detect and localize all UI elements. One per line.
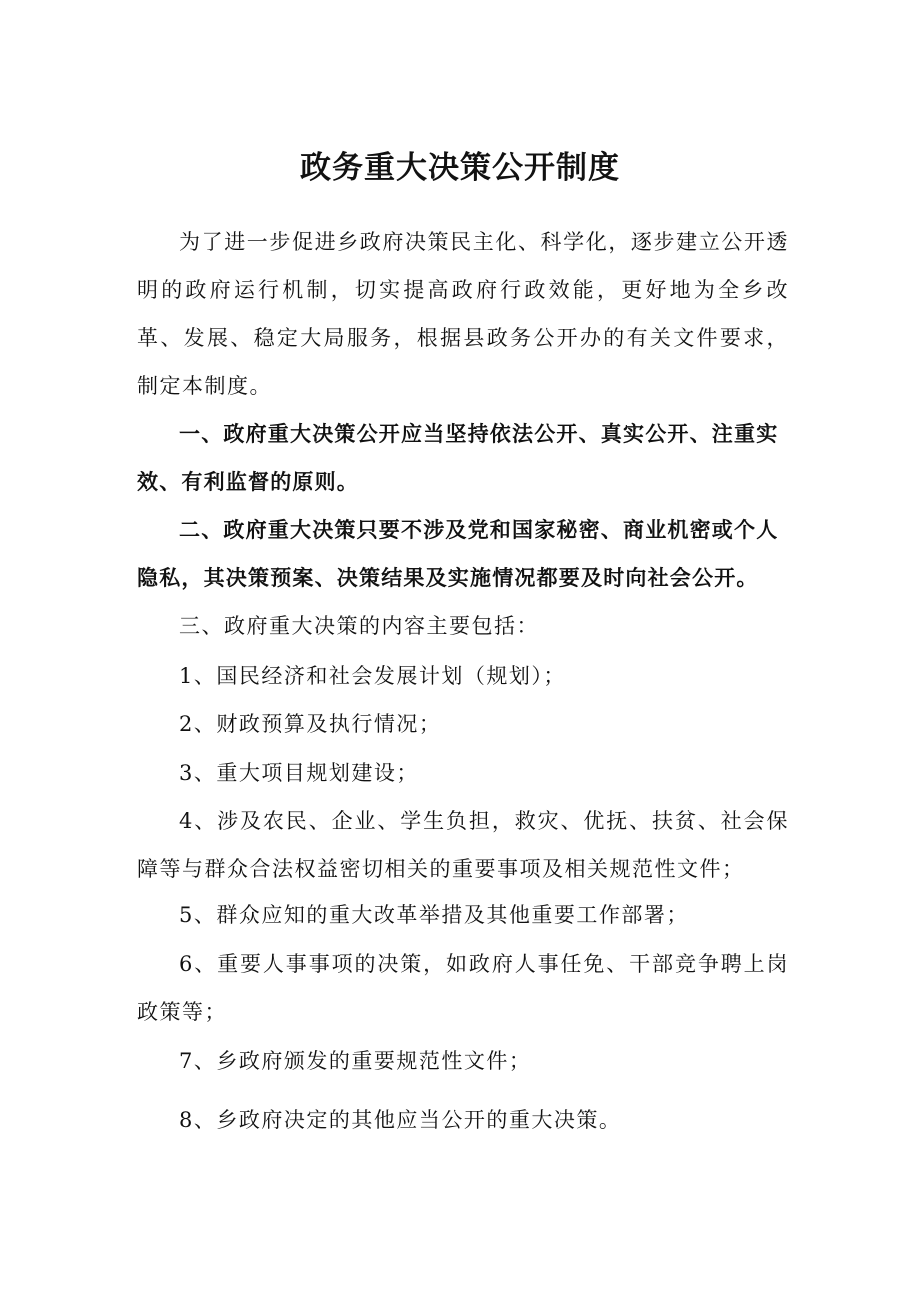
list-item: 5、群众应知的重大改革举措及其他重要工作部署； bbox=[179, 903, 689, 927]
list-item: 3、重大项目规划建设； bbox=[179, 761, 419, 785]
document-title: 政务重大决策公开制度 bbox=[300, 150, 620, 186]
section-2-paragraph: 二、政府重大决策只要不涉及党和国家秘密、商业机密或个人隐私，其决策预案、决策结果及实施情况都要及时向社会公开。 bbox=[137, 518, 779, 590]
list-item: 7、乡政府颁发的重要规范性文件； bbox=[179, 1049, 532, 1073]
intro-paragraph: 为了进一步促进乡政府决策民主化、科学化，逐步建立公开透明的政府运行机制，切实提高政府行政效能，更好地为全乡改革、发展、稳定大局服务，根据县政务公开办的有关文件要求，制定本制度。 bbox=[137, 230, 789, 398]
list-item: 6、重要人事事项的决策，如政府人事任免、干部竞争聘上岗政策等； bbox=[137, 952, 789, 1024]
section-3-heading: 三、政府重大决策的内容主要包括： bbox=[179, 614, 539, 638]
list-item: 1、国民经济和社会发展计划（规划）； bbox=[179, 664, 566, 688]
list-item: 2、财政预算及执行情况； bbox=[179, 712, 442, 736]
list-item: 8、乡政府决定的其他应当公开的重大决策。 bbox=[179, 1108, 622, 1132]
list-item: 4、涉及农民、企业、学生负担，救灾、优抚、扶贫、社会保障等与群众合法权益密切相关的重要事项及相关规范性文件； bbox=[137, 809, 789, 881]
section-1-paragraph: 一、政府重大决策公开应当坚持依法公开、真实公开、注重实效、有利监督的原则。 bbox=[137, 422, 779, 494]
